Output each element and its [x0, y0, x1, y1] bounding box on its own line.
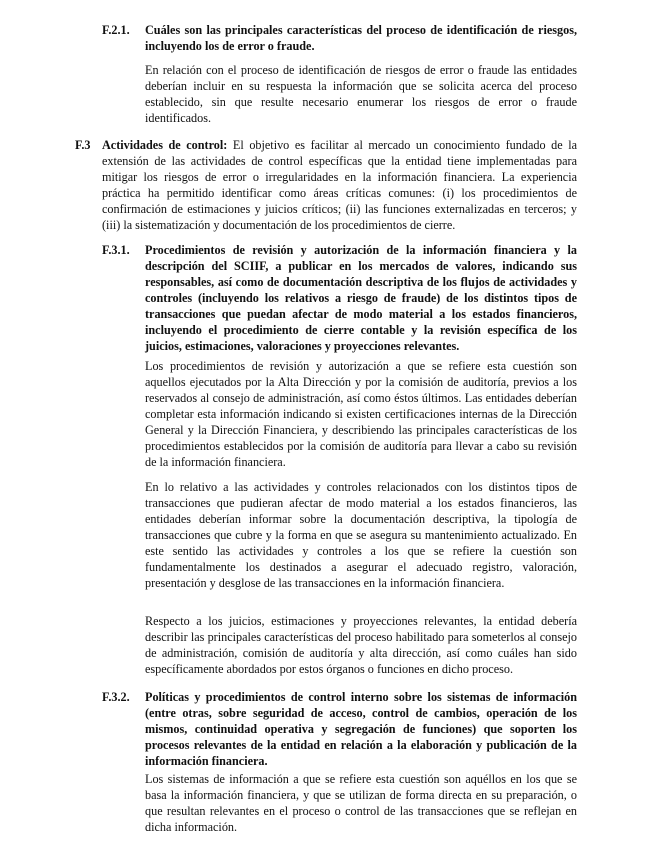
section-number-f-3: F.3: [75, 138, 91, 152]
paragraph-f-3-2: Los sistemas de información a que se refiere esta cuestión son aquéllos en los que se basa la información financiera, y que se utilizan de forma directa en su preparación, o que resultan relevantes en el proceso o control de las transacciones que se reflejan en dicha información.: [145, 772, 577, 834]
paragraph-f-3-1-b: En lo relativo a las actividades y controles relacionados con los distintos tipos de transacciones que pudieran afectar de modo material a los estados financieros, las entidades deberían informar sobre la documentación descriptiva, la tipología de transacciones que cubre y la forma en que se asegura su mantenimiento actualizado. En este sentido las actividades y controles a los que se refiere la cuestión son fundamentalmente los destinados a asegurar el adecuado registro, valoración, presentación y desglose de las transacciones en la información financiera.: [145, 480, 577, 590]
section-number-f-2-1: F.2.1.: [102, 23, 130, 37]
section-heading-f-3-2: Políticas y procedimientos de control interno sobre los sistemas de información (entre otras, sobre seguridad de acceso, control de cambios, operación de los mismos, continuidad operativa y segregación de funciones) que soporten los procesos relevantes de la entidad en relación a la elaboración y publicación de la información financiera.: [145, 690, 577, 768]
section-heading-f-3-1: Procedimientos de revisión y autorización de la información financiera y la descripción del SCIIF, a publicar en los mercados de valores, indicando sus responsables, así como de documentación descriptiva de los flujos de actividades y controles (incluyendo los relativos a riesgo de fraude) de los distintos tipos de transacciones que puedan afectar de modo material a los estados financieros, incluyendo el procedimiento de cierre contable y la revisión específica de los juicios, estimaciones, valoraciones y proyecciones relevantes.: [145, 243, 577, 353]
paragraph-f-3-1-a: Los procedimientos de revisión y autorización a que se refiere esta cuestión son aquellos ejecutados por la Alta Dirección y por la comisión de auditoría, previos a los reservados al consejo de administración, así como éstos últimos. Las entidades deberían completar esta información indicando si existen certificaciones internas de la Dirección General y la Dirección Financiera, y describiendo las principales características de los procedimientos establecidos por la comisión de auditoría para llevar a cabo su revisión de la información financiera.: [145, 359, 577, 469]
paragraph-f-2-1: En relación con el proceso de identificación de riesgos de error o fraude las entidades deberían incluir en su respuesta la información que se solicita acerca del proceso establecido, sin que resulte necesario enumerar los riesgos de error o fraude identificados.: [145, 63, 577, 125]
section-number-f-3-1: F.3.1.: [102, 243, 130, 257]
paragraph-f-3-1-c: Respecto a los juicios, estimaciones y proyecciones relevantes, la entidad debería describir las principales características del proceso habilitado para someterlos al consejo de administración, comisión de auditoría y alta dirección, así como cuáles han sido específicamente abordados por estos órganos o funciones en dicho proceso.: [145, 614, 577, 676]
section-number-f-3-2: F.3.2.: [102, 690, 130, 704]
section-label-f-3: Actividades de control:: [102, 138, 228, 152]
paragraph-f-3: [102, 137, 577, 233]
section-heading-f-2-1: Cuáles son las principales características del proceso de identificación de riesgos, incluyendo los de error o fraude.: [145, 23, 577, 53]
section-text-f-3: El objetivo es facilitar al mercado un conocimiento fundado de la extensión de las actividades de control específicas que la entidad tiene implementadas para mitigar los riesgos de error o irregularidades en la información financiera. La experiencia práctica ha permitido identificar como áreas críticas comunes: (i) los procedimientos de confirmación de estimaciones y juicios críticos; (ii) las funciones externalizadas en terceros; y (iii) la sistematización y documentación de los procedimientos de cierre.: [102, 138, 577, 232]
